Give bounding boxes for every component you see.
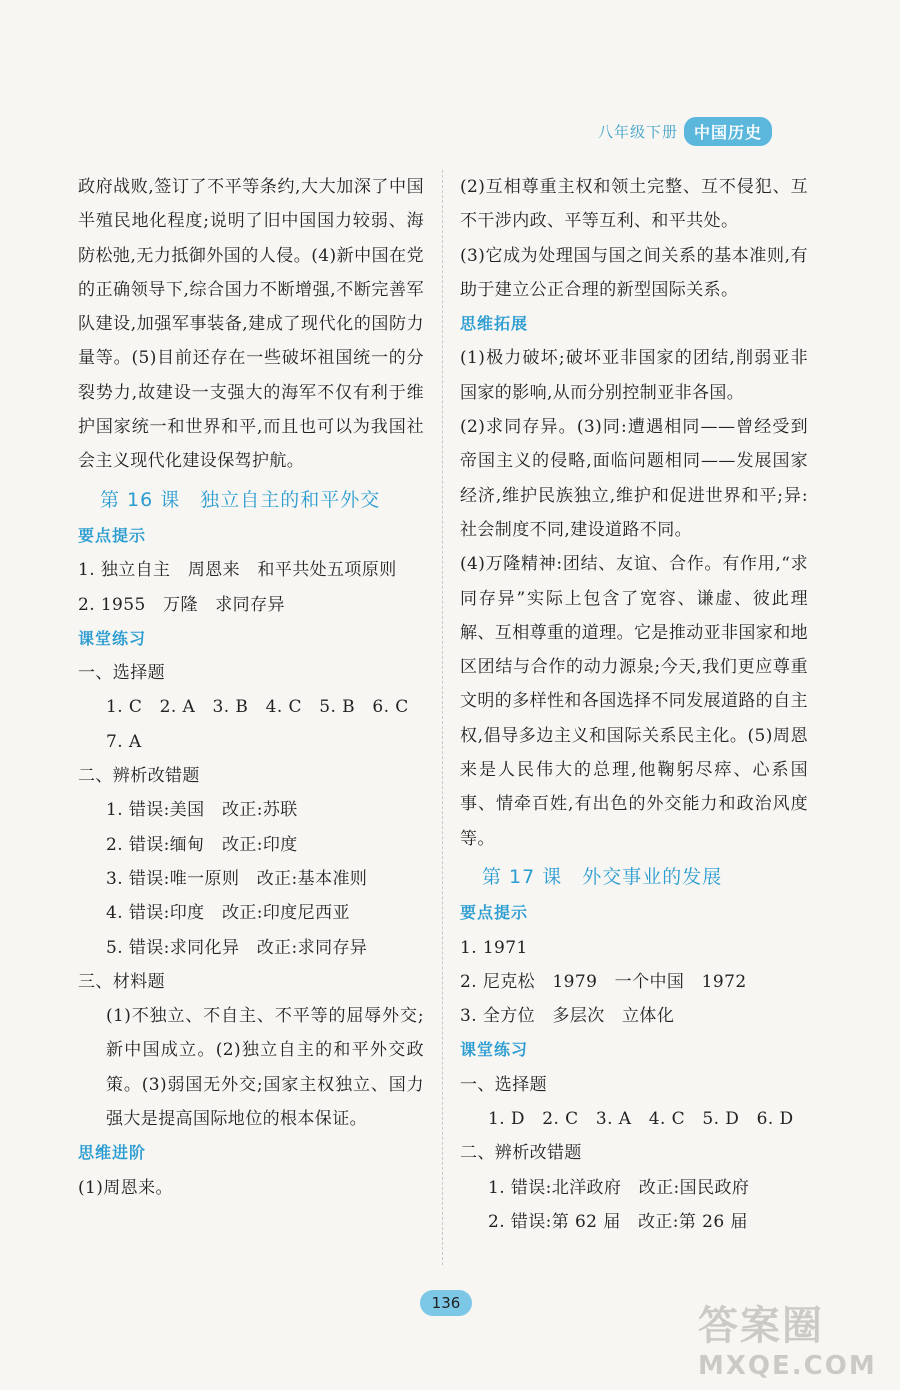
judge-answer-2: 2. 错误:缅甸 改正:印度 <box>106 834 298 855</box>
material-heading: 三、材料题 <box>78 971 165 992</box>
page-number: 136 <box>420 1290 472 1316</box>
page-header <box>598 117 772 145</box>
section-class-practice-17: 课堂练习 <box>460 1040 529 1060</box>
judge-heading-17: 二、辨析改错题 <box>460 1143 582 1164</box>
lesson-16-title: 第 16 课 独立自主的和平外交 <box>100 488 381 511</box>
advanced-answer-1: (1)周恩来。 <box>78 1177 173 1198</box>
judge-answer-17-2: 2. 错误:第 62 届 改正:第 26 届 <box>488 1211 748 1232</box>
column-divider <box>442 170 443 1265</box>
section-key-points: 要点提示 <box>78 525 147 545</box>
watermark-bottom: MXQE.COM <box>698 1351 877 1381</box>
choice-answers-2: 7. A <box>106 731 142 752</box>
key-point-17-3: 3. 全方位 多层次 立体化 <box>460 1006 675 1027</box>
key-point-1: 1. 独立自主 周恩来 和平共处五项原则 <box>78 560 397 581</box>
choice-answers-1: 1. C 2. A 3. B 4. C 5. B 6. C <box>106 697 409 718</box>
key-point-17-2: 2. 尼克松 1979 一个中国 1972 <box>460 971 747 992</box>
section-key-points-17: 要点提示 <box>460 903 529 923</box>
material-answer: (1)不独立、不自主、不平等的屈辱外交;新中国成立。(2)独立自主的和平外交政策。(3)弱国无外交;国家主权独立、国力强大是提高国际地位的根本保证。 <box>106 1006 424 1130</box>
key-point-2: 2. 1955 万隆 求同存异 <box>78 594 285 615</box>
choice-heading-17: 一、选择题 <box>460 1074 547 1095</box>
expansion-answer-1: (1)极力破坏;破坏亚非国家的团结,削弱亚非国家的影响,从而分别控制亚非各国。 <box>460 348 808 403</box>
subject-badge: 中国历史 <box>684 117 772 146</box>
judge-answer-3: 3. 错误:唯一原则 改正:基本准则 <box>106 868 368 889</box>
right-column <box>460 170 808 1239</box>
section-advanced-thinking: 思维进阶 <box>78 1143 147 1163</box>
section-class-practice: 课堂练习 <box>78 628 147 648</box>
choice-heading: 一、选择题 <box>78 663 165 684</box>
intro-paragraph: 政府战败,签订了不平等条约,大大加深了中国半殖民地化程度;说明了旧中国国力较弱、海防松弛,无力抵御外国的人侵。(4)新中国在党的正确领导下,综合国力不断增强,不断完善军队建设,加强军事装备,建成了现代化的国防力量等。(5)目前还存在一些破坏祖国统一的分裂势力,故建设一支强大的海军不仅有利于维护国家统一和世界和平,而且也可以为我国社会主义现代化建设保驾护航。 <box>78 177 424 472</box>
judge-heading: 二、辨析改错题 <box>78 766 200 787</box>
judge-answer-5: 5. 错误:求同化异 改正:求同存异 <box>106 937 368 958</box>
left-column <box>78 170 424 1205</box>
lesson-17-title: 第 17 课 外交事业的发展 <box>482 865 723 888</box>
judge-answer-17-1: 1. 错误:北洋政府 改正:国民政府 <box>488 1177 750 1198</box>
judge-answer-1: 1. 错误:美国 改正:苏联 <box>106 800 298 821</box>
watermark-top: 答案圈 <box>698 1303 824 1349</box>
watermark-logo <box>698 1294 888 1384</box>
key-point-17-1: 1. 1971 <box>460 937 528 958</box>
answer-paragraph-2: (2)互相尊重主权和领土完整、互不侵犯、互不干涉内政、平等互利、和平共处。 <box>460 177 808 232</box>
answer-paragraph-3: (3)它成为处理国与国之间关系的基本准则,有助于建立公正合理的新型国际关系。 <box>460 245 808 300</box>
section-thinking-expansion: 思维拓展 <box>460 314 529 334</box>
expansion-answer-4-5: (4)万隆精神:团结、友谊、合作。有作用,“求同存异”实际上包含了宽容、谦虚、彼此理解、互相尊重的道理。它是推动亚非国家和地区团结与合作的动力源泉;今天,我们更应尊重文明的多样性和各国选择不同发展道路的自主权,倡导多边主义和国际关系民主化。(5)周恩来是人民伟大的总理,他鞠躬尽瘁、心系国事、情牵百姓,有出色的外交能力和政治风度等。 <box>460 554 808 849</box>
choice-answers-17: 1. D 2. C 3. A 4. C 5. D 6. D <box>488 1109 794 1130</box>
expansion-answer-2-3: (2)求同存异。(3)同:遭遇相同——曾经受到帝国主义的侵略,面临问题相同——发展国家经济,维护民族独立,维护和促进世界和平;异:社会制度不同,建设道路不同。 <box>460 417 808 540</box>
grade-label: 八年级下册 <box>598 122 679 141</box>
judge-answer-4: 4. 错误:印度 改正:印度尼西亚 <box>106 903 350 924</box>
